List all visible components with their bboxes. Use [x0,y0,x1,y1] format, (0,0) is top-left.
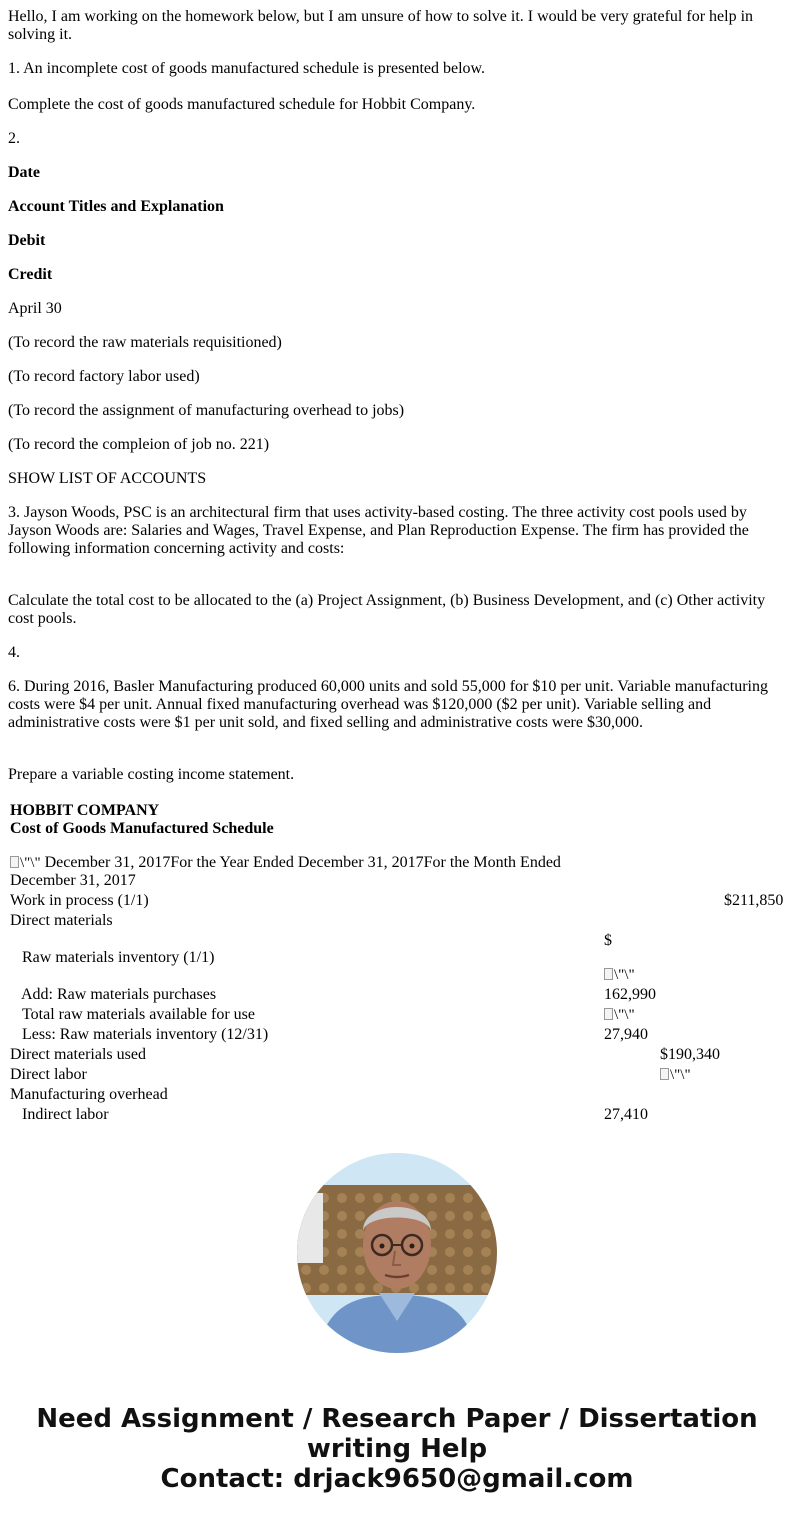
raw-materials-begin-label: Raw materials inventory (1/1) [22,949,215,966]
question-3-text: 3. Jayson Woods, PSC is an architectural firm that uses activity-based costing. The three activity cost pools used by Jayson Woods are: Salaries and Wages, Travel Expense, and Plan Reproduction Expense. The firm has provided the following information concerning activity and costs: [8,504,749,557]
question-6-task: Prepare a variable costing income statement. [8,766,295,783]
journal-header-debit: Debit [8,232,46,249]
manufacturing-overhead-label: Manufacturing overhead [10,1086,168,1103]
dm-used-label: Direct materials used [10,1046,146,1063]
schedule-period-select[interactable] [10,854,561,872]
available-label: Total raw materials available for use [22,1006,255,1023]
broken-image-icon: \"\" [604,1006,635,1024]
schedule-period-text-2: December 31, 2017 [10,872,136,889]
question-2-label: 2. [8,130,20,147]
schedule-title: Cost of Goods Manufactured Schedule [10,820,274,837]
wip-label: Work in process (1/1) [10,892,149,909]
journal-date: April 30 [8,300,62,317]
promo-contact: Contact: drjack9650@gmail.com [160,1464,634,1494]
avatar [297,1153,497,1353]
question-6-text: 6. During 2016, Basler Manufacturing produced 60,000 units and sold 55,000 for $10 per unit. Variable manufacturing costs were $4 per unit. Annual fixed manufacturing overhead was $120,000 ($2 per unit). Variable selling and administrative costs were $1 per unit sold, and fixed selling and administrative costs were $30,000. [8,678,768,731]
promo-banner [0,1404,794,1494]
journal-line: (To record the assignment of manufacturing overhead to jobs) [8,402,405,419]
dm-used-value: $190,340 [660,1046,720,1063]
question-4-label: 4. [8,644,20,661]
journal-header-credit: Credit [8,266,53,283]
journal-header-account: Account Titles and Explanation [8,198,224,215]
journal-line: (To record factory labor used) [8,368,200,385]
promo-line-2: writing Help [306,1434,488,1464]
broken-image-icon: \"\" [10,854,41,872]
portrait-image [297,1153,497,1353]
dollar-sign: $ [604,932,612,949]
schedule-period-text: December 31, 2017For the Year Ended December 31, 2017For the Month Ended [44,854,561,871]
indirect-labor-label: Indirect labor [22,1106,109,1123]
cogm-schedule [10,802,786,1132]
schedule-company: HOBBIT COMPANY [10,802,160,819]
direct-materials-label: Direct materials [10,912,113,929]
journal-header-date: Date [8,164,40,181]
available-input[interactable] [604,1006,635,1024]
direct-labor-input[interactable] [660,1066,691,1084]
show-list-of-accounts: SHOW LIST OF ACCOUNTS [8,470,207,487]
question-1-line-2: Complete the cost of goods manufactured schedule for Hobbit Company. [8,96,476,113]
purchases-value: 162,990 [604,986,656,1003]
direct-labor-label: Direct labor [10,1066,87,1083]
indirect-labor-value: 27,410 [604,1106,648,1123]
journal-line: (To record the raw materials requisitioned) [8,334,282,351]
promo-line-1: Need Assignment / Research Paper / Dissertation [36,1404,758,1434]
raw-materials-end-value: 27,940 [604,1026,648,1043]
wip-value: $211,850 [724,892,784,909]
question-1-line-1: 1. An incomplete cost of goods manufactured schedule is presented below. [8,60,486,77]
intro-text: Hello, I am working on the homework below, but I am unsure of how to solve it. I would be very grateful for help in solving it. [8,8,754,43]
question-3-task: Calculate the total cost to be allocated to the (a) Project Assignment, (b) Business Development, and (c) Other activity cost pools. [8,592,766,627]
purchases-label: Add: Raw materials purchases [21,986,217,1003]
broken-image-icon: \"\" [660,1066,691,1084]
raw-materials-begin-input[interactable] [604,966,635,984]
broken-image-icon: \"\" [604,966,635,984]
journal-line: (To record the compleion of job no. 221) [8,436,270,453]
raw-materials-end-label: Less: Raw materials inventory (12/31) [22,1026,269,1043]
